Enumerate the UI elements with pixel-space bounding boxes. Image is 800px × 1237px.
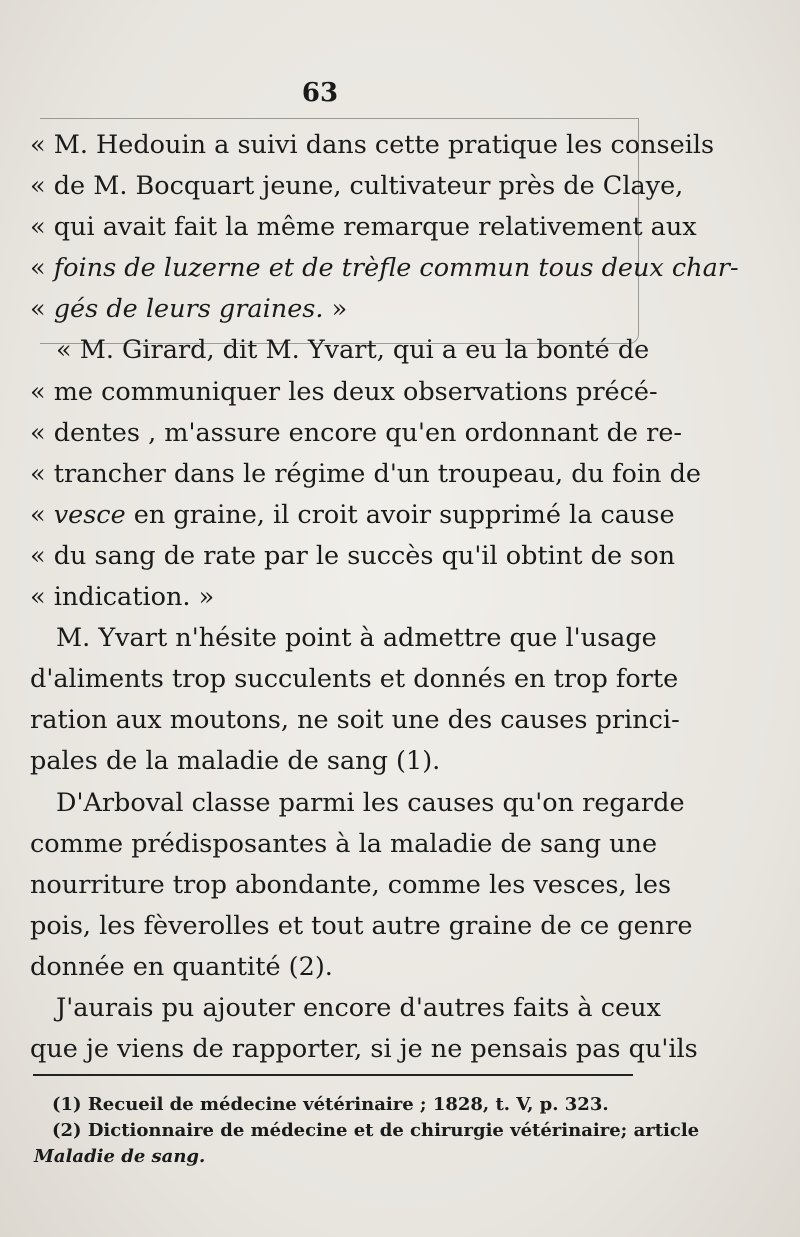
- footnote-2-continuation: Maladie de sang.: [34, 1146, 206, 1167]
- italic-text: foins de luzerne et de trèfle commun tous deux char-: [53, 253, 739, 284]
- quote-mark: «: [30, 294, 54, 325]
- text-line: « indication. »: [30, 582, 215, 613]
- text-line: « trancher dans le régime d'un troupeau, du foin de: [30, 458, 701, 489]
- page-number: 63: [301, 78, 339, 108]
- text-line: donnée en quantité (2).: [30, 951, 333, 982]
- text-line: « qui avait fait la même remarque relativement aux: [30, 212, 697, 243]
- footnote-divider: [33, 1074, 633, 1076]
- text-line: [30, 248, 739, 289]
- text-line: « M. Girard, dit M. Yvart, qui a eu la bonté de: [56, 335, 650, 366]
- footnote-1: (1) Recueil de médecine vétérinaire ; 1828, t. V, p. 323.: [52, 1094, 609, 1115]
- text-line: J'aurais pu ajouter encore d'autres faits à ceux: [56, 992, 661, 1023]
- text-line: « me communiquer les deux observations précé-: [30, 376, 658, 407]
- text-line: « dentes , m'assure encore qu'en ordonnant de re-: [30, 417, 683, 448]
- text-line: ration aux moutons, ne soit une des causes princi-: [30, 705, 680, 736]
- quote-mark: «: [30, 499, 54, 530]
- closing-quote: »: [323, 294, 348, 325]
- italic-text: gés de leurs graines.: [53, 294, 324, 325]
- footnotes: [34, 1092, 700, 1170]
- quote-mark: «: [30, 253, 54, 284]
- text-line: pois, les fèverolles et tout autre graine de ce genre: [30, 910, 693, 941]
- text-line: [30, 495, 675, 536]
- text-line: pales de la maladie de sang (1).: [30, 746, 441, 777]
- text-line: d'aliments trop succulents et donnés en trop forte: [30, 664, 679, 695]
- text-line: D'Arboval classe parmi les causes qu'on regarde: [56, 787, 685, 818]
- italic-text: vesce: [53, 499, 126, 530]
- text-line: nourriture trop abondante, comme les vesces, les: [30, 869, 672, 900]
- text-line: « M. Hedouin a suivi dans cette pratique les conseils: [30, 130, 715, 160]
- text-line: [30, 289, 630, 330]
- main-text: [30, 125, 739, 1070]
- text-line: M. Yvart n'hésite point à admettre que l'usage: [56, 623, 657, 654]
- text-line: « du sang de rate par le succès qu'il obtint de son: [30, 540, 675, 571]
- text-line: comme prédisposantes à la maladie de sang une: [30, 828, 658, 859]
- text-line: que je viens de rapporter, si je ne pensais pas qu'ils: [30, 1034, 698, 1065]
- footnote-2: (2) Dictionnaire de médecine et de chirurgie vétérinaire; article: [52, 1120, 700, 1141]
- text-line: « de M. Bocquart jeune, cultivateur près de Claye,: [30, 171, 684, 202]
- line-rest: en graine, il croit avoir supprimé la cause: [125, 499, 675, 530]
